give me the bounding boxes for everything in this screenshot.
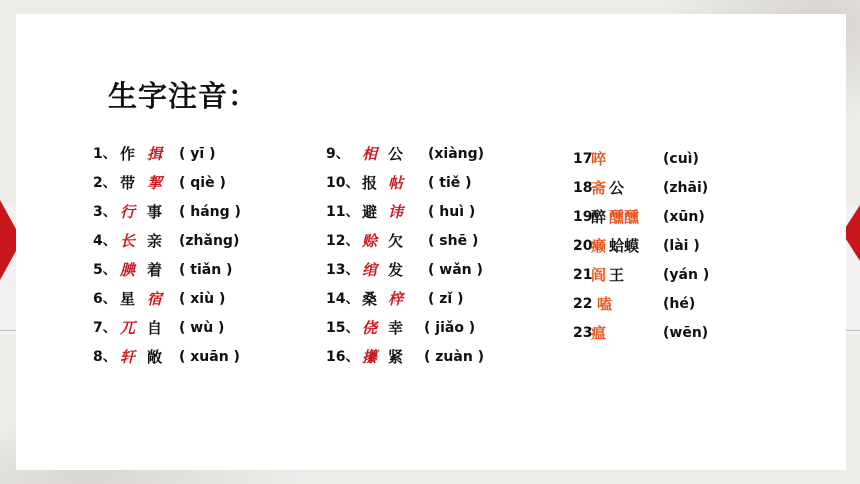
pinyin: ( yī ) [179,146,216,162]
target-char: 斋 [591,179,607,197]
item-number: 12、 [326,233,360,249]
item-number: 15、 [326,320,360,336]
target-char: 嗑 [597,295,613,313]
word-char-1: 避 [362,203,378,221]
word-char-1: 带 [120,174,136,192]
target-char: 醺醺 [609,208,640,226]
target-char: 绾 [362,261,378,279]
target-char: 轩 [120,348,136,366]
item-number: 16、 [326,349,360,365]
pinyin: ( zǐ ) [428,291,464,307]
word-char-1: 报 [362,174,378,192]
target-char: 瘟 [591,324,607,342]
pinyin: ( zuàn ) [424,349,485,365]
word-char-2: 紧 [388,348,404,366]
pinyin: ( qiè ) [179,175,226,191]
word-char-1: 星 [120,290,136,308]
pinyin: (hé) [663,296,696,312]
item-number: 5、 [93,262,117,278]
word-rest: 蛤蟆 [609,237,640,255]
word-rest: 王 [609,266,625,284]
item-number: 10、 [326,175,360,191]
item-number: 22 [573,296,593,312]
target-char: 阎 [591,266,607,284]
target-char: 梓 [388,290,404,308]
item-number: 3、 [93,204,117,220]
item-number: 2、 [93,175,117,191]
target-char: 兀 [120,319,136,337]
item-number: 14、 [326,291,360,307]
item-number: 23 [573,325,593,341]
pinyin: ( huì ) [428,204,476,220]
item-number: 1、 [93,146,117,162]
item-number: 13、 [326,262,360,278]
pinyin: ( wǎn ) [428,262,483,278]
target-char: 啐 [591,150,607,168]
pinyin: (zhǎng) [179,233,240,249]
pinyin: (cuì) [663,151,699,167]
pinyin: (zhāi) [663,180,709,196]
word-char-2: 发 [388,261,404,279]
target-char: 宿 [147,290,163,308]
word-char-1: 桑 [362,290,378,308]
word-char-1: 作 [120,145,136,163]
pinyin: ( tiě ) [428,175,472,191]
target-char: 讳 [388,203,404,221]
pinyin: (xūn) [663,209,705,225]
item-number: 8、 [93,349,117,365]
word-char-2: 自 [147,319,163,337]
item-number: 21 [573,267,593,283]
item-number: 9、 [326,146,350,162]
pinyin: ( shē ) [428,233,479,249]
target-char: 赊 [362,232,378,250]
pinyin: (lài ) [663,238,700,254]
pinyin: ( wù ) [179,320,225,336]
item-number: 20 [573,238,593,254]
word-char-2: 欠 [388,232,404,250]
pinyin: ( jiǎo ) [424,320,476,336]
item-number: 17 [573,151,593,167]
page-title: 生字注音： [108,79,259,113]
pinyin: (xiàng) [428,146,485,162]
target-char: 长 [120,232,136,250]
word-rest: 公 [609,179,625,197]
target-char: 癞 [591,237,607,255]
item-number: 6、 [93,291,117,307]
word-char-2: 敞 [147,348,163,366]
item-number: 19 [573,209,593,225]
item-number: 7、 [93,320,117,336]
target-char: 相 [362,145,378,163]
item-number: 11、 [326,204,360,220]
pinyin: ( háng ) [179,204,241,220]
target-char: 侥 [362,319,378,337]
pinyin: ( tiǎn ) [179,262,233,278]
word-char-2: 幸 [388,319,404,337]
target-char: 揖 [147,145,163,163]
target-char: 腆 [120,261,136,279]
target-char: 行 [120,203,136,221]
word-prefix: 醉 [591,208,607,226]
target-char: 帖 [388,174,404,192]
word-char-2: 公 [388,145,404,163]
pinyin: ( xiù ) [179,291,226,307]
target-char: 攥 [362,348,378,366]
word-char-2: 亲 [147,232,163,250]
pinyin: (wēn) [663,325,709,341]
word-char-2: 着 [147,261,163,279]
item-number: 18 [573,180,593,196]
pinyin: (yán ) [663,267,710,283]
word-char-2: 事 [147,203,163,221]
target-char: 挈 [147,174,163,192]
item-number: 4、 [93,233,117,249]
pinyin: ( xuān ) [179,349,240,365]
